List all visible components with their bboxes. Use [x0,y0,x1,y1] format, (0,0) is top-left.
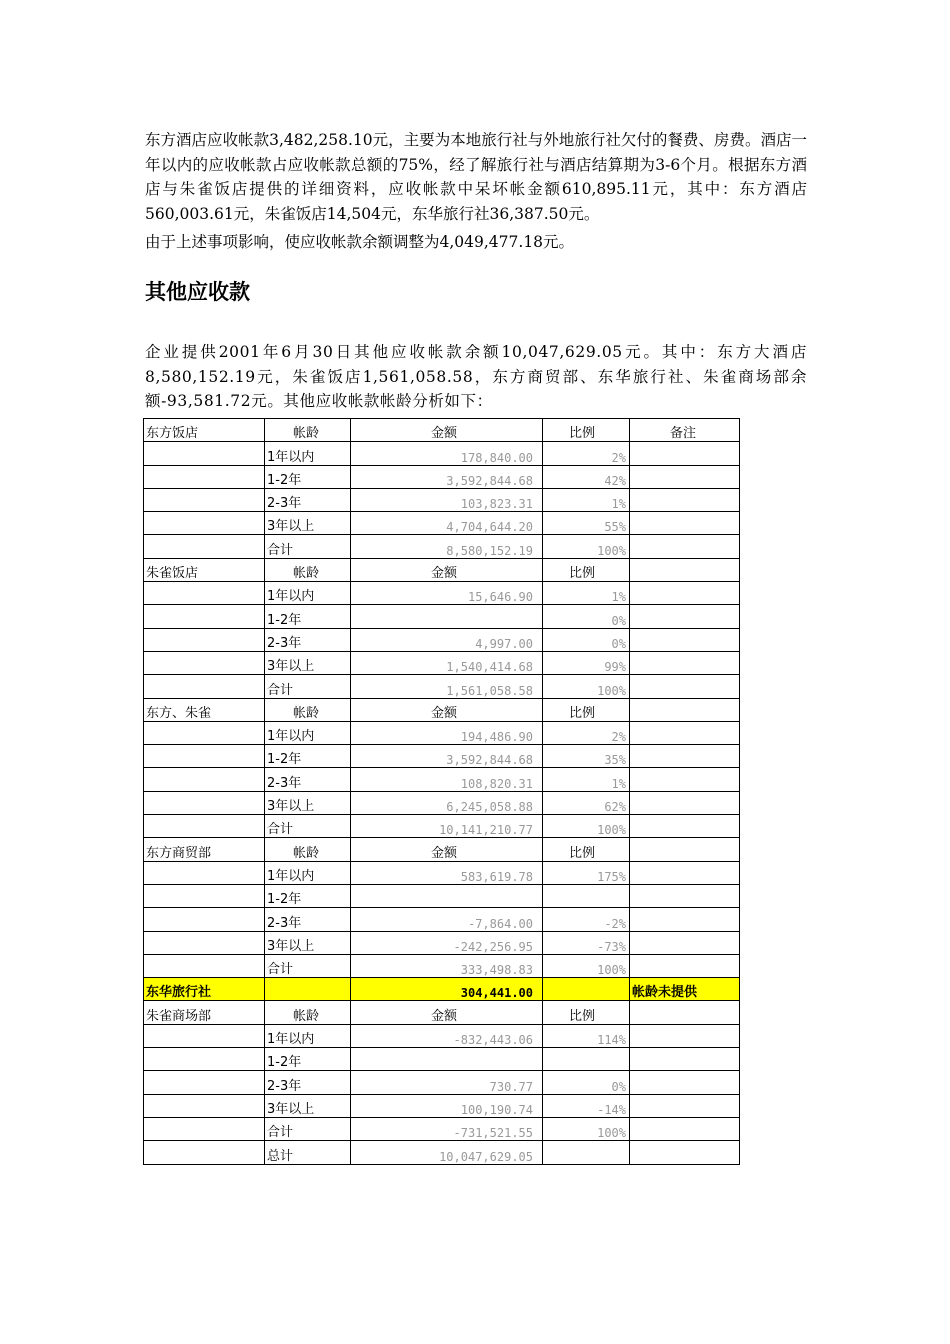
entity-cell [144,908,265,931]
table-row [144,465,740,488]
entity-cell: 朱雀商场部 [144,1001,265,1024]
table-row [144,675,740,698]
entity-cell [144,1117,265,1140]
amount-cell: -731,521.55 [351,1117,543,1140]
table-row [144,1048,740,1071]
ratio-cell: 比例 [543,419,630,442]
amount-cell: -832,443.06 [351,1024,543,1047]
note-cell [630,1117,740,1140]
entity-cell [144,651,265,674]
entity-cell [144,884,265,907]
age-cell: 帐龄 [265,558,351,581]
age-cell: 1-2年 [265,745,351,768]
entity-cell: 东华旅行社 [144,978,265,1001]
note-cell [630,558,740,581]
note-cell [630,1048,740,1071]
ratio-cell: 114% [543,1024,630,1047]
age-cell [265,978,351,1001]
amount-cell: 194,486.90 [351,721,543,744]
note-cell [630,745,740,768]
age-cell: 合计 [265,535,351,558]
note-cell [630,651,740,674]
age-cell: 合计 [265,815,351,838]
amount-cell: 金额 [351,698,543,721]
age-cell: 帐龄 [265,698,351,721]
table-row [144,745,740,768]
note-cell [630,1071,740,1094]
ratio-cell: 比例 [543,1001,630,1024]
ratio-cell: 55% [543,512,630,535]
note-cell: 帐龄未提供 [630,978,740,1001]
amount-cell: 100,190.74 [351,1094,543,1117]
ratio-cell: 100% [543,954,630,977]
ratio-cell: 0% [543,605,630,628]
ratio-cell: 100% [543,815,630,838]
table-row [144,1141,740,1164]
entity-cell: 东方饭店 [144,419,265,442]
age-cell: 3年以上 [265,651,351,674]
table-row [144,558,740,581]
note-cell [630,1001,740,1024]
table-row [144,815,740,838]
age-cell: 1-2年 [265,1048,351,1071]
entity-cell [144,1094,265,1117]
amount-cell: 333,498.83 [351,954,543,977]
age-cell: 1-2年 [265,605,351,628]
note-cell [630,512,740,535]
ratio-cell: 比例 [543,838,630,861]
note-cell [630,442,740,465]
ratio-cell: 1% [543,768,630,791]
table-row [144,651,740,674]
entity-cell [144,815,265,838]
paragraph-receivables: 东方酒店应收帐款3,482,258.10元，主要为本地旅行社与外地旅行社欠付的餐费、房费。酒店一年以内的应收帐款占应收帐款总额的75%，经了解旅行社与酒店结算期为3-6个月。根据东方酒店与朱雀饭店提供的详细资料，应收帐款中呆坏帐金额610,895.11元，其中：东方酒店560,003.61元，朱雀饭店14,504元，东华旅行社36,387.50元。 [145,131,807,223]
age-cell: 2-3年 [265,488,351,511]
amount-cell: 3,592,844.68 [351,465,543,488]
amount-cell: 4,997.00 [351,628,543,651]
amount-cell: 108,820.31 [351,768,543,791]
entity-cell [144,1071,265,1094]
ratio-cell: 100% [543,675,630,698]
entity-cell [144,465,265,488]
ratio-cell: -73% [543,931,630,954]
ratio-cell: 100% [543,535,630,558]
entity-cell [144,1024,265,1047]
ratio-cell: 比例 [543,558,630,581]
ratio-cell: 0% [543,1071,630,1094]
note-cell [630,582,740,605]
table-row [144,488,740,511]
note-cell [630,721,740,744]
table-row [144,535,740,558]
amount-cell: 10,047,629.05 [351,1141,543,1164]
amount-cell [351,884,543,907]
entity-cell [144,628,265,651]
table-row [144,442,740,465]
entity-cell [144,954,265,977]
age-cell: 帐龄 [265,1001,351,1024]
ratio-cell: 比例 [543,698,630,721]
table-row [144,698,740,721]
amount-cell: 1,540,414.68 [351,651,543,674]
age-cell: 1年以内 [265,582,351,605]
amount-cell: -7,864.00 [351,908,543,931]
table-row [144,1117,740,1140]
entity-cell [144,931,265,954]
age-cell: 3年以上 [265,512,351,535]
entity-cell [144,721,265,744]
age-cell: 1-2年 [265,465,351,488]
age-cell: 3年以上 [265,931,351,954]
entity-cell [144,582,265,605]
amount-cell: 15,646.90 [351,582,543,605]
age-cell: 总计 [265,1141,351,1164]
amount-cell: 金额 [351,558,543,581]
amount-cell: 178,840.00 [351,442,543,465]
table-row [144,931,740,954]
amount-cell: 730.77 [351,1071,543,1094]
age-cell: 合计 [265,1117,351,1140]
entity-cell [144,1141,265,1164]
entity-cell [144,675,265,698]
age-cell: 1年以内 [265,1024,351,1047]
age-cell: 2-3年 [265,1071,351,1094]
entity-cell [144,791,265,814]
age-cell: 1年以内 [265,721,351,744]
note-cell [630,1024,740,1047]
ratio-cell: 2% [543,442,630,465]
amount-cell: 3,592,844.68 [351,745,543,768]
table-row [144,884,740,907]
entity-cell [144,768,265,791]
amount-cell: 103,823.31 [351,488,543,511]
age-cell: 合计 [265,954,351,977]
amount-cell: 金额 [351,419,543,442]
note-cell [630,954,740,977]
table-row [144,1071,740,1094]
note-cell [630,908,740,931]
ratio-cell: -2% [543,908,630,931]
entity-cell: 东方商贸部 [144,838,265,861]
table-row [144,628,740,651]
note-cell [630,488,740,511]
note-cell [630,465,740,488]
amount-cell: 304,441.00 [351,978,543,1001]
table-row [144,908,740,931]
note-cell [630,861,740,884]
ratio-cell: 42% [543,465,630,488]
ratio-cell: 175% [543,861,630,884]
ratio-cell: 35% [543,745,630,768]
table-row [144,791,740,814]
note-cell [630,838,740,861]
entity-cell: 朱雀饭店 [144,558,265,581]
amount-cell: 6,245,058.88 [351,791,543,814]
age-cell: 2-3年 [265,628,351,651]
table-row [144,1094,740,1117]
note-cell: 备注 [630,419,740,442]
entity-cell: 东方、朱雀 [144,698,265,721]
amount-cell: 10,141,210.77 [351,815,543,838]
table-row [144,954,740,977]
table-row [144,582,740,605]
paragraph-other-receivables: 企业提供2001年6月30日其他应收帐款余额10,047,629.05元。其中：东方大酒店8,580,152.19元，朱雀饭店1,561,058.58，东方商贸部、东华旅行社、朱雀商场部余额-93,581.72元。其他应收帐款帐龄分析如下： [145,343,807,410]
table-row [144,768,740,791]
amount-cell: 金额 [351,1001,543,1024]
table-row [144,721,740,744]
age-cell: 3年以上 [265,791,351,814]
amount-cell: 8,580,152.19 [351,535,543,558]
ratio-cell: 2% [543,721,630,744]
ratio-cell: 1% [543,582,630,605]
age-cell: 帐龄 [265,838,351,861]
age-cell: 1年以内 [265,861,351,884]
table-row [144,978,740,1001]
ratio-cell [543,1048,630,1071]
ratio-cell: 1% [543,488,630,511]
amount-cell [351,605,543,628]
note-cell [630,884,740,907]
amount-cell: 583,619.78 [351,861,543,884]
amount-cell: -242,256.95 [351,931,543,954]
ratio-cell [543,1141,630,1164]
entity-cell [144,488,265,511]
amount-cell [351,1048,543,1071]
age-cell: 合计 [265,675,351,698]
age-cell: 1-2年 [265,884,351,907]
table-row [144,1001,740,1024]
amount-cell: 金额 [351,838,543,861]
age-cell: 帐龄 [265,419,351,442]
note-cell [630,535,740,558]
paragraph-adjustment: 由于上述事项影响，使应收帐款余额调整为4,049,477.18元。 [145,233,575,251]
age-cell: 3年以上 [265,1094,351,1117]
amount-cell: 1,561,058.58 [351,675,543,698]
age-cell: 2-3年 [265,768,351,791]
table-row [144,861,740,884]
note-cell [630,1094,740,1117]
aging-table [143,418,740,1165]
table-row [144,605,740,628]
entity-cell [144,535,265,558]
table-row [144,419,740,442]
note-cell [630,698,740,721]
entity-cell [144,861,265,884]
table-row [144,512,740,535]
note-cell [630,1141,740,1164]
ratio-cell [543,884,630,907]
section-heading: 其他应收款 [145,280,250,304]
amount-cell: 4,704,644.20 [351,512,543,535]
entity-cell [144,1048,265,1071]
note-cell [630,791,740,814]
note-cell [630,815,740,838]
entity-cell [144,745,265,768]
ratio-cell: -14% [543,1094,630,1117]
entity-cell [144,442,265,465]
table-row [144,1024,740,1047]
note-cell [630,931,740,954]
ratio-cell: 99% [543,651,630,674]
note-cell [630,768,740,791]
entity-cell [144,512,265,535]
note-cell [630,675,740,698]
ratio-cell: 62% [543,791,630,814]
ratio-cell [543,978,630,1001]
entity-cell [144,605,265,628]
ratio-cell: 100% [543,1117,630,1140]
note-cell [630,605,740,628]
note-cell [630,628,740,651]
table-row [144,838,740,861]
age-cell: 1年以内 [265,442,351,465]
age-cell: 2-3年 [265,908,351,931]
ratio-cell: 0% [543,628,630,651]
